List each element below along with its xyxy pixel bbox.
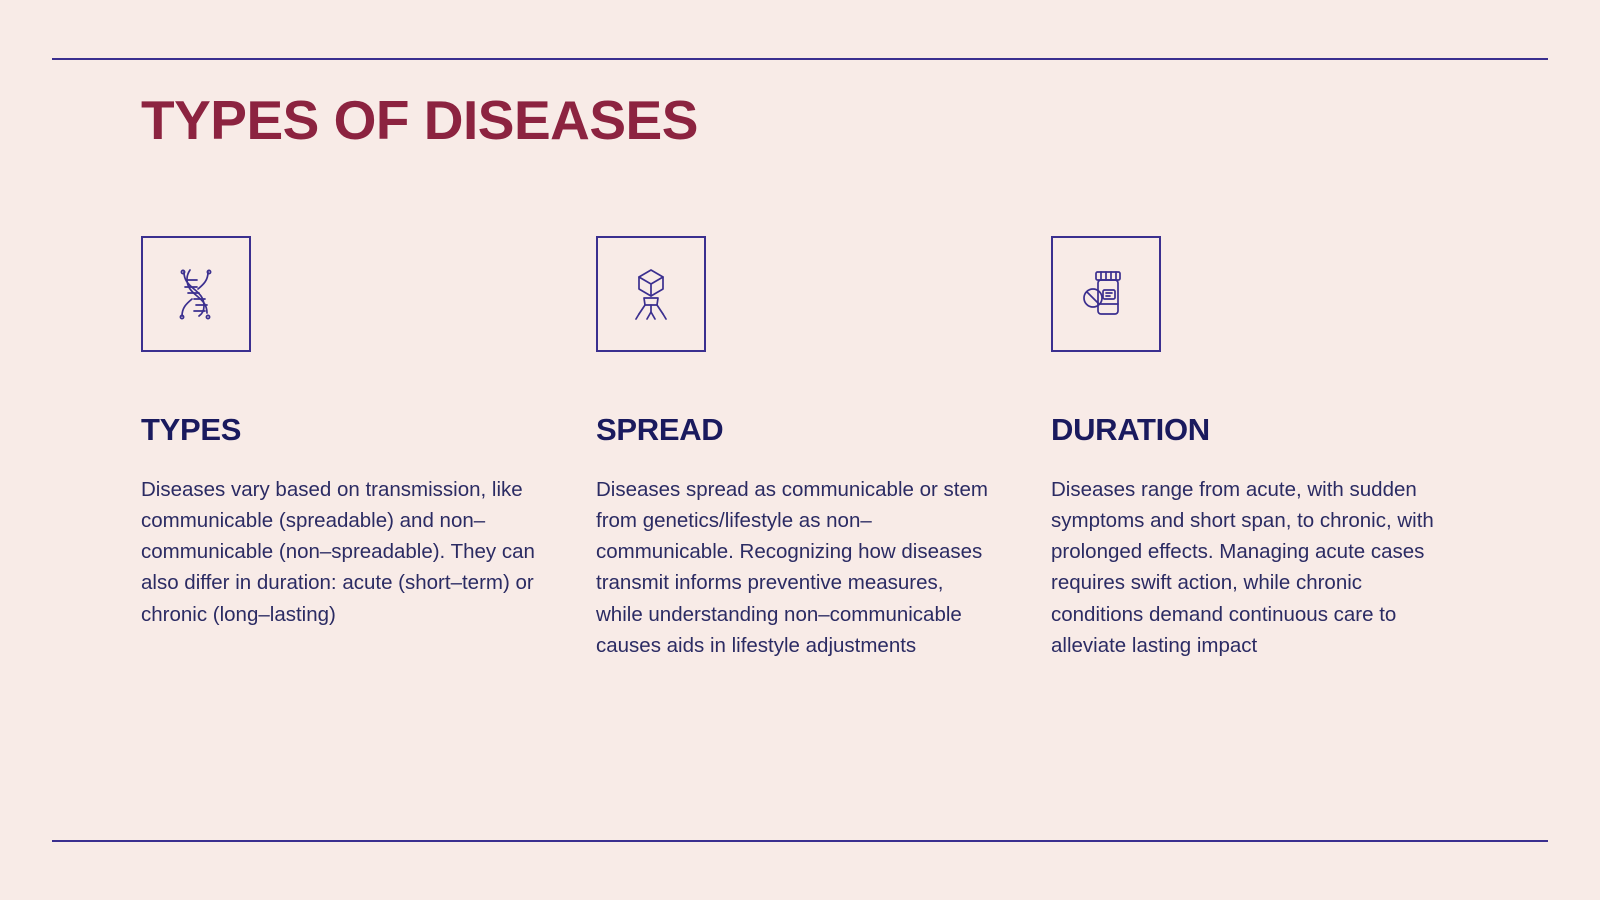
columns-container <box>141 236 1531 661</box>
medicine-bottle-pills-icon <box>1074 262 1138 326</box>
icon-frame-types <box>141 236 251 352</box>
column-body: Diseases vary based on transmission, like communicable (spreadable) and non–communicable (non–spreadable). They can also differ in duration: acute (short–term) or chronic (long–lasting) <box>141 478 535 626</box>
dna-icon <box>164 262 228 326</box>
page-title: TYPES OF DISEASES <box>141 89 698 151</box>
top-divider <box>52 58 1548 60</box>
column-heading: TYPES <box>141 412 242 447</box>
column-body: Diseases spread as communicable or stem from genetics/lifestyle as non–communicable. Recognizing how diseases transmit informs preventive measures, while understanding non–communicable causes aids in lifestyle adjustments <box>596 478 988 657</box>
column-types <box>141 236 596 661</box>
icon-frame-duration <box>1051 236 1161 352</box>
bacteriophage-virus-icon <box>619 262 683 326</box>
column-spread <box>596 236 1051 661</box>
column-heading: SPREAD <box>596 412 724 447</box>
column-heading: DURATION <box>1051 412 1210 447</box>
icon-frame-spread <box>596 236 706 352</box>
column-body: Diseases range from acute, with sudden symptoms and short span, to chronic, with prolonged effects. Managing acute cases requires swift action, while chronic conditions demand continuous care to alleviate lasting impact <box>1051 478 1434 657</box>
bottom-divider <box>52 840 1548 842</box>
column-duration <box>1051 236 1506 661</box>
